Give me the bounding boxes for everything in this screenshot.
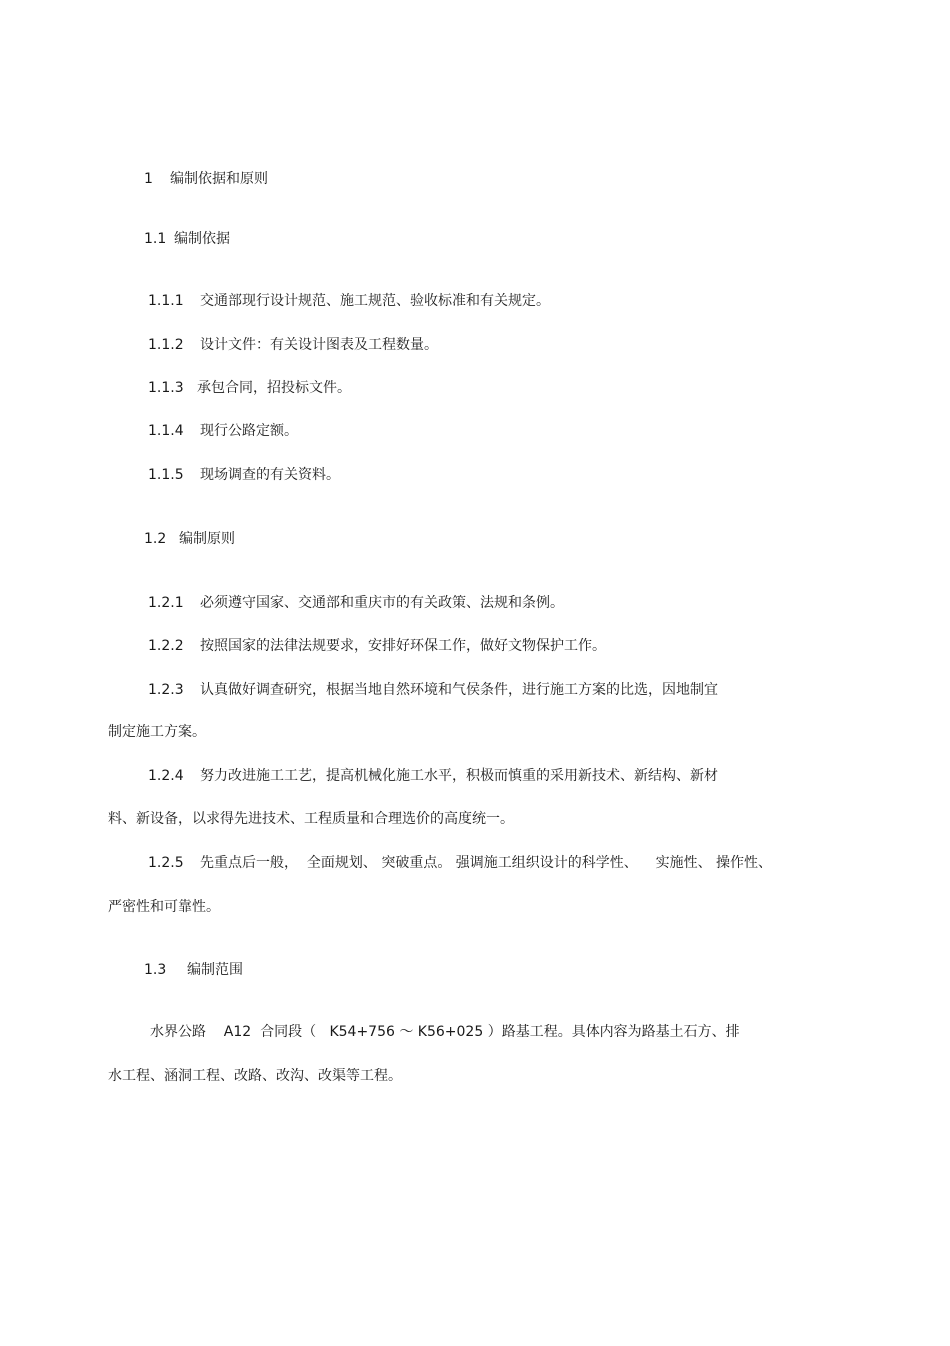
item-text: 必须遵守国家、交通部和重庆市的有关政策、法规和条例。: [200, 595, 564, 611]
subsection-title: 编制原则: [179, 531, 235, 547]
item-text: 认真做好调查研究，根据当地自然环境和气侯条件，进行施工方案的比选，因地制宜: [200, 682, 718, 698]
item-number: 1.1.2: [148, 337, 184, 353]
subsection-number: 1.3: [144, 962, 167, 978]
item-text: 设计文件：有关设计图表及工程数量。: [200, 337, 438, 353]
subsection-title: 编制依据: [174, 231, 230, 247]
subsection-title: 编制范围: [187, 962, 243, 978]
section-number: 1: [144, 171, 153, 187]
list-item: [148, 336, 438, 354]
item-number: 1.2.4: [148, 768, 184, 784]
item-number: 1.2.1: [148, 595, 184, 611]
scope-paragraph-line-2: 水工程、涵洞工程、改路、改沟、改渠等工程。: [108, 1068, 402, 1084]
list-item: [148, 466, 340, 484]
scope-paragraph-line-1: 水界公路 A12 合同段（ K54+756 ～ K56+025 ）路基工程。具体内容为路基土石方、排: [150, 1024, 740, 1040]
list-item: [148, 594, 564, 612]
item-number: 1.1.3: [148, 380, 184, 396]
list-item: [148, 681, 718, 699]
list-item: [148, 379, 351, 397]
subsection-number: 1.2: [144, 531, 167, 547]
item-continuation: 制定施工方案。: [108, 724, 206, 740]
item-text: 按照国家的法律法规要求，安排好环保工作，做好文物保护工作。: [200, 638, 606, 654]
item-text: 现场调查的有关资料。: [200, 467, 340, 483]
list-item: [148, 767, 718, 785]
section-heading-1: [144, 170, 268, 188]
subsection-heading-1-1: [144, 230, 230, 248]
item-number: 1.1.4: [148, 423, 184, 439]
item-text: 先重点后一般， 全面规划、 突破重点。 强调施工组织设计的科学性、 实施性、 操作性、: [200, 855, 773, 871]
section-title: 编制依据和原则: [170, 171, 268, 187]
item-number: 1.2.5: [148, 855, 184, 871]
item-text: 交通部现行设计规范、施工规范、验收标准和有关规定。: [200, 293, 550, 309]
item-text: 现行公路定额。: [200, 423, 298, 439]
item-continuation: 料、新设备，以求得先进技术、工程质量和合理选价的高度统一。: [108, 811, 514, 827]
item-number: 1.2.2: [148, 638, 184, 654]
item-number: 1.1.5: [148, 467, 184, 483]
item-number: 1.2.3: [148, 682, 184, 698]
list-item: [148, 637, 606, 655]
list-item: [148, 292, 550, 310]
subsection-number: 1.1: [144, 231, 167, 247]
item-text: 努力改进施工工艺，提高机械化施工水平，积极而慎重的采用新技术、新结构、新材: [200, 768, 718, 784]
item-text: 承包合同，招投标文件。: [197, 380, 351, 396]
subsection-heading-1-3: [144, 961, 243, 979]
item-number: 1.1.1: [148, 293, 184, 309]
item-continuation: 严密性和可靠性。: [108, 899, 220, 915]
subsection-heading-1-2: [144, 530, 235, 548]
list-item: [148, 854, 772, 872]
list-item: [148, 422, 298, 440]
